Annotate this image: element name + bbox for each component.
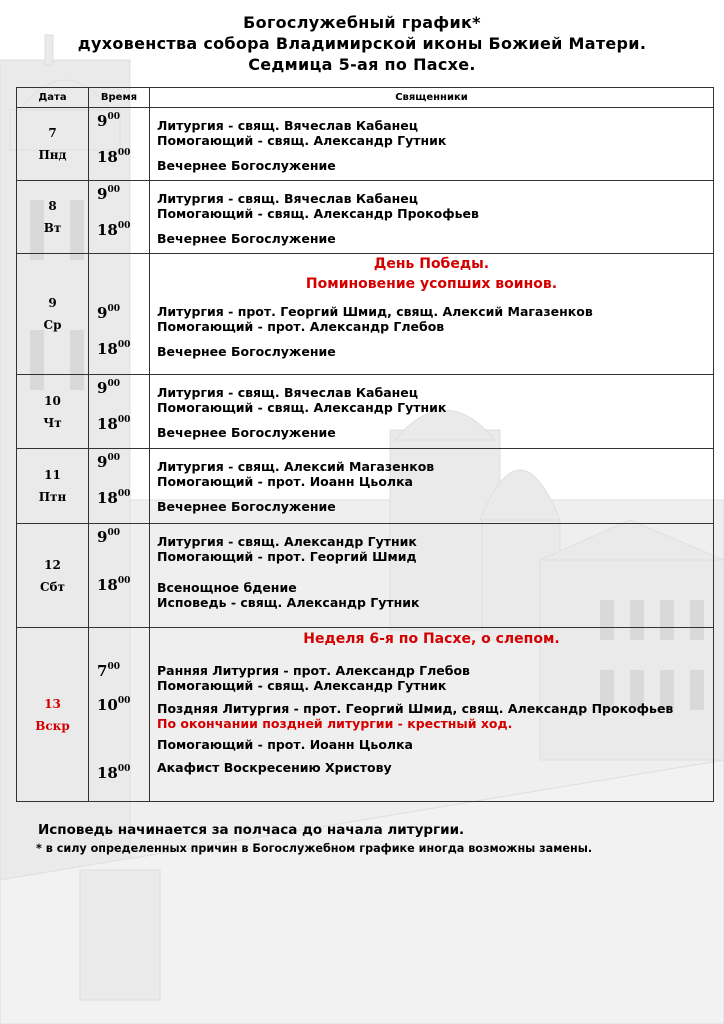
service-line: Помогающий - свящ. Александр Гутник xyxy=(157,133,447,148)
header-title: Богослужебный график* xyxy=(243,13,481,32)
service-line: Вечернее Богослужение xyxy=(157,158,336,173)
day-time-cell xyxy=(89,254,150,375)
service-time: $18^{00}$ xyxy=(97,415,131,433)
service-line: Литургия - свящ. Вячеслав Кабанец xyxy=(157,385,419,400)
service-line: Вечернее Богослужение xyxy=(157,344,336,359)
service-time: $9^{00}$ xyxy=(97,304,120,322)
confession-notice: Исповедь начинается за полчаса до начала литургии. xyxy=(38,822,465,838)
day-row-10 xyxy=(17,375,714,449)
day-time-cell xyxy=(89,181,150,254)
day-number: 10 xyxy=(44,393,61,408)
service-time: $9^{00}$ xyxy=(97,185,120,203)
day-time-cell xyxy=(89,449,150,524)
day-row-13 xyxy=(17,628,714,802)
day-date-cell xyxy=(17,628,89,802)
day-time-cell xyxy=(89,628,150,802)
service-line: Литургия - свящ. Вячеслав Кабанец xyxy=(157,191,419,206)
day-weekday: Вт xyxy=(43,221,62,235)
column-header-time: Время xyxy=(89,88,150,108)
substitution-note: * в силу определенных причин в Богослужебном графике иногда возможны замены. xyxy=(36,842,593,855)
day-weekday: Пнд xyxy=(38,148,67,162)
service-line: Поздняя Литургия - прот. Георгий Шмид, свящ. Александр Прокофьев xyxy=(157,701,674,716)
day-services-cell xyxy=(150,628,714,802)
day-date-cell xyxy=(17,524,89,628)
column-header-date: Дата xyxy=(17,88,89,108)
service-time: $9^{00}$ xyxy=(97,528,120,546)
service-time: $10^{00}$ xyxy=(97,696,131,714)
column-header-priests: Священники xyxy=(150,88,714,108)
service-line: Акафист Воскресению Христову xyxy=(157,760,392,775)
service-line: Вечернее Богослужение xyxy=(157,499,336,514)
service-line: Всенощное бдение xyxy=(157,580,297,595)
day-row-7 xyxy=(17,108,714,181)
day-time-cell xyxy=(89,524,150,628)
day-row-9 xyxy=(17,254,714,375)
service-time: $9^{00}$ xyxy=(97,453,120,471)
service-time: $18^{00}$ xyxy=(97,576,131,594)
procession-note: По окончании поздней литургии - крестный ход. xyxy=(157,716,513,731)
service-line: Литургия - свящ. Алексий Магазенков xyxy=(157,459,435,474)
day-row-8 xyxy=(17,181,714,254)
table-header-row xyxy=(17,88,714,108)
day-date-cell xyxy=(17,375,89,449)
service-time: $7^{00}$ xyxy=(97,662,120,680)
service-line: Помогающий - прот. Георгий Шмид xyxy=(157,549,417,564)
service-line: Помогающий - свящ. Александр Гутник xyxy=(157,400,447,415)
day-weekday: Чт xyxy=(43,415,62,430)
day-weekday: Сбт xyxy=(40,579,65,594)
service-line: Ранняя Литургия - прот. Александр Глебов xyxy=(157,663,470,678)
service-line: Помогающий - прот. Иоанн Цьолка xyxy=(157,474,413,489)
day-number: 11 xyxy=(44,468,61,482)
service-line: Помогающий - прот. Александр Глебов xyxy=(157,319,445,334)
day-time-cell xyxy=(89,375,150,449)
feast-title: Неделя 6-я по Пасхе, о слепом. xyxy=(303,631,560,647)
day-date-cell xyxy=(17,108,89,181)
day-number: 9 xyxy=(48,296,57,310)
service-line: Литургия - прот. Георгий Шмид, свящ. Алексий Магазенков xyxy=(157,304,593,319)
service-line: Помогающий - свящ. Александр Гутник xyxy=(157,678,447,693)
day-row-11 xyxy=(17,449,714,524)
service-time: $18^{00}$ xyxy=(97,221,131,239)
day-services-cell xyxy=(150,254,714,375)
service-line: Помогающий - свящ. Александр Прокофьев xyxy=(157,206,479,221)
service-time: $18^{00}$ xyxy=(97,764,131,782)
day-services-cell xyxy=(150,181,714,254)
day-services-cell xyxy=(150,375,714,449)
service-time: $18^{00}$ xyxy=(97,148,131,166)
schedule-header xyxy=(0,12,724,75)
day-services-cell xyxy=(150,524,714,628)
feast-title: День Победы. xyxy=(373,256,490,272)
service-time: $9^{00}$ xyxy=(97,379,120,397)
service-time: $9^{00}$ xyxy=(97,112,120,130)
feast-subtitle: Поминовение усопших воинов. xyxy=(305,276,558,292)
service-line: Литургия - свящ. Вячеслав Кабанец xyxy=(157,118,419,133)
day-date-cell xyxy=(17,449,89,524)
day-services-cell xyxy=(150,108,714,181)
day-weekday: Птн xyxy=(38,490,67,504)
header-subtitle: духовенства собора Владимирской иконы Божией Матери. xyxy=(77,34,647,53)
service-line: Исповедь - свящ. Александр Гутник xyxy=(157,595,420,610)
day-number: 12 xyxy=(44,557,61,572)
day-weekday: Вскр xyxy=(35,718,70,733)
schedule-table xyxy=(16,87,714,802)
day-number: 13 xyxy=(44,696,61,711)
service-line: Литургия - свящ. Александр Гутник xyxy=(157,534,417,549)
day-date-cell xyxy=(17,181,89,254)
header-week: Седмица 5-ая по Пасхе. xyxy=(248,55,476,74)
day-number: 8 xyxy=(48,199,57,213)
day-date-cell xyxy=(17,254,89,375)
service-line: Вечернее Богослужение xyxy=(157,231,336,246)
service-time: $18^{00}$ xyxy=(97,489,131,507)
service-line: Вечернее Богослужение xyxy=(157,425,336,440)
day-number: 7 xyxy=(48,126,57,140)
day-weekday: Ср xyxy=(43,318,62,332)
day-services-cell xyxy=(150,449,714,524)
day-time-cell xyxy=(89,108,150,181)
service-time: $18^{00}$ xyxy=(97,340,131,358)
day-row-12 xyxy=(17,524,714,628)
service-line: Помогающий - прот. Иоанн Цьолка xyxy=(157,737,413,752)
